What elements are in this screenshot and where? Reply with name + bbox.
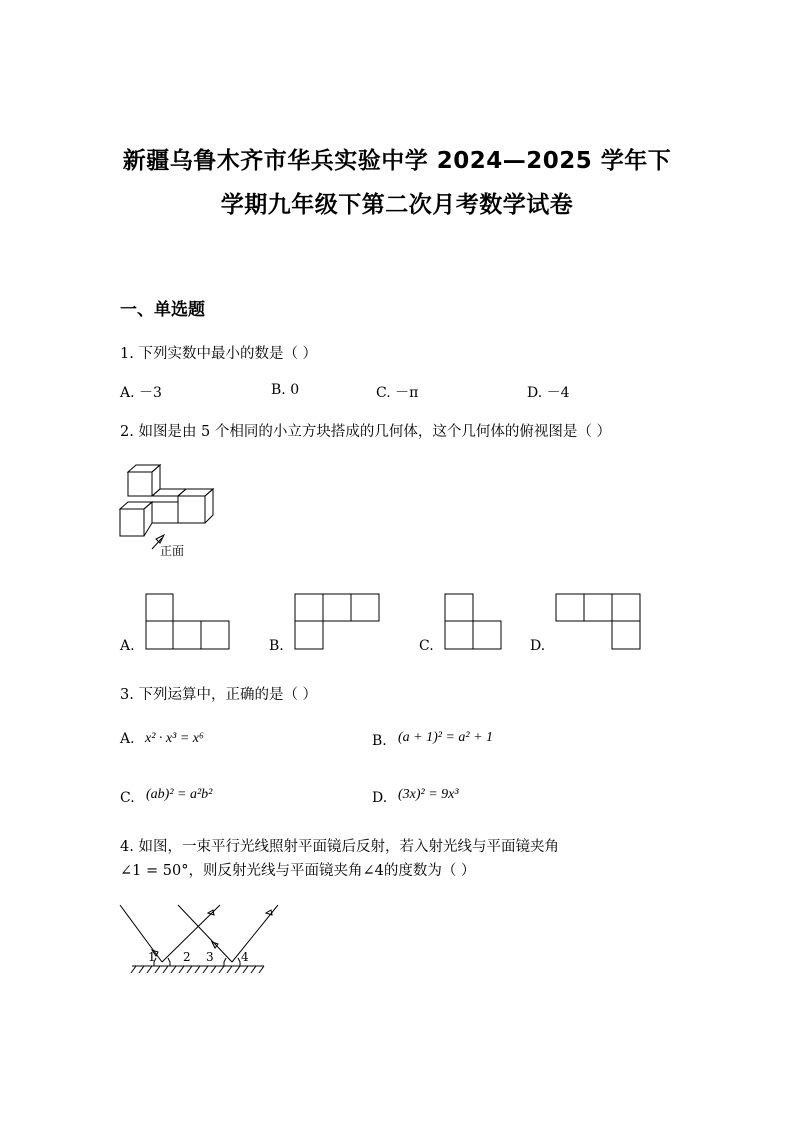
question-3-option-a-label: A. (120, 731, 135, 747)
angle-label-1: 1 (148, 950, 156, 964)
question-3-option-a-expression: x² · x³ = x⁶ (145, 731, 204, 746)
section-heading: 一、单选题 (120, 300, 205, 320)
question-4-stem-line-1: 4. 如图，一束平行光线照射平面镜后反射，若入射光线与平面镜夹角 (120, 839, 559, 855)
question-3-stem: 3. 下列运算中，正确的是（ ） (120, 687, 318, 703)
question-1-option-b: B. 0 (271, 382, 300, 398)
question-3-option-d-expression: (3x)² = 9x³ (398, 787, 459, 802)
question-1-option-d: D. －4 (527, 385, 570, 401)
question-2-option-a-label: A. (120, 638, 135, 654)
angle-label-3: 3 (206, 950, 214, 964)
question-3-option-d-label: D. (372, 790, 388, 806)
option-c-top-view (444, 593, 502, 651)
option-d-top-view (555, 593, 641, 651)
question-1-option-c: C. －π (376, 385, 419, 401)
front-view-label: 正面 (160, 544, 185, 558)
page-title-line-2: 学期九年级下第二次月考数学试卷 (220, 192, 574, 218)
mirror-reflection-figure (118, 900, 273, 980)
question-2-option-c-label: C. (419, 638, 434, 654)
question-3-option-b-expression: (a + 1)² = a² + 1 (398, 730, 494, 745)
question-3-option-c-label: C. (120, 790, 135, 806)
question-3-option-b-label: B. (372, 733, 387, 749)
question-2-stem: 2. 如图是由 5 个相同的小立方块搭成的几何体，这个几何体的俯视图是（ ） (120, 424, 611, 440)
question-2-option-b-label: B. (269, 638, 284, 654)
question-4-stem-line-2: ∠1 = 50°，则反射光线与平面镜夹角∠4的度数为（ ） (120, 863, 476, 879)
angle-label-2: 2 (183, 950, 191, 964)
option-a-top-view (145, 593, 230, 651)
question-3-option-c-expression: (ab)² = a²b² (146, 787, 213, 802)
option-b-top-view (294, 593, 380, 651)
question-1-option-a: A. －3 (120, 385, 162, 401)
angle-label-4: 4 (241, 950, 249, 964)
page-title-line-1: 新疆乌鲁木齐市华兵实验中学 2024—2025 学年下 (122, 148, 672, 174)
question-1-stem: 1. 下列实数中最小的数是（ ） (120, 346, 318, 362)
question-2-option-d-label: D. (530, 638, 546, 654)
